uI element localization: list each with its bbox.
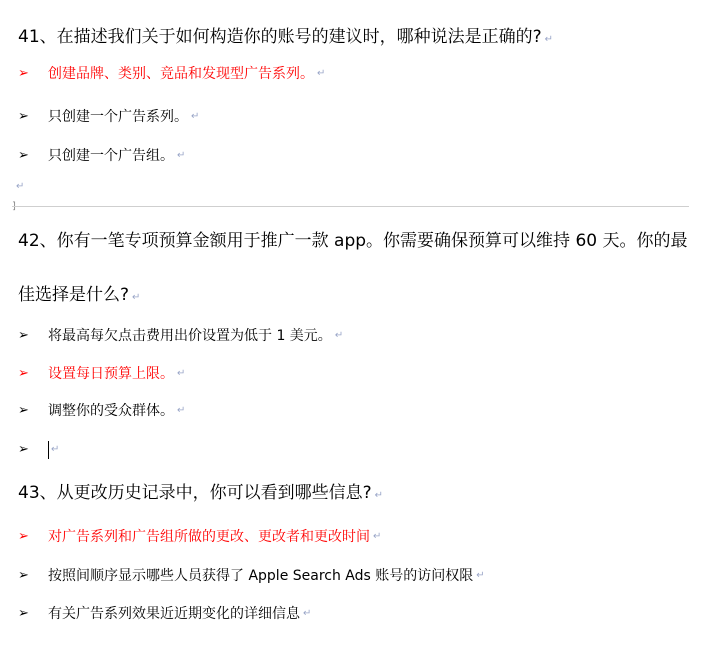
- arrow-bullet-icon: ➢: [18, 403, 29, 418]
- section-divider: [12, 206, 689, 207]
- paragraph-mark-icon: ↵: [374, 490, 384, 501]
- question-43-option-3: [18, 604, 311, 624]
- question-42-option-empty[interactable]: [18, 440, 59, 460]
- arrow-bullet-icon: ➢: [18, 442, 29, 457]
- arrow-bullet-icon: ➢: [18, 148, 29, 163]
- paragraph-mark-icon: ↵: [334, 330, 344, 341]
- paragraph-mark-icon: ↵: [303, 608, 312, 619]
- question-43-text: 43、从更改历史记录中，你可以看到哪些信息?: [18, 483, 372, 503]
- paragraph-mark-icon: ↵: [476, 570, 485, 581]
- question-42-text-line-1: 42、你有一笔专项预算金额用于推广一款 app。你需要确保预算可以维持 60 天。你的最: [18, 231, 688, 251]
- question-41-option-3: [18, 146, 185, 166]
- arrow-bullet-icon: ➢: [18, 366, 29, 381]
- paragraph-mark-icon: ↵: [132, 292, 141, 303]
- paragraph-mark-icon: ↵: [51, 444, 60, 455]
- option-text: 按照间顺序显示哪些人员获得了 Apple Search Ads 账号的访问权限: [48, 568, 474, 584]
- option-text: 将最高每欠点击费用出价设置为低于 1 美元。: [48, 328, 332, 344]
- paragraph-mark-icon: ↵: [317, 68, 326, 79]
- arrow-bullet-icon: ➢: [18, 568, 29, 583]
- section-break-icon: ]: [12, 201, 16, 212]
- question-42-title-line-1: [18, 230, 687, 252]
- question-42-option-3: [18, 401, 185, 421]
- option-text: 有关广告系列效果近近期变化的详细信息: [48, 606, 300, 622]
- arrow-bullet-icon: ➢: [18, 109, 29, 124]
- question-41-text: 41、在描述我们关于如何构造你的账号的建议时，哪种说法是正确的?: [18, 27, 542, 47]
- question-43-option-1: [18, 527, 381, 547]
- arrow-bullet-icon: ➢: [18, 606, 29, 621]
- arrow-bullet-icon: ➢: [18, 328, 29, 343]
- question-41-option-1: [18, 64, 325, 84]
- question-42-title-line-2: [18, 284, 140, 309]
- option-text: 只创建一个广告系列。: [48, 109, 188, 125]
- option-text: 调整你的受众群体。: [48, 403, 174, 419]
- paragraph-mark-icon: ↵: [544, 34, 554, 45]
- text-cursor: [48, 441, 49, 459]
- option-text: 设置每日预算上限。: [48, 366, 174, 382]
- option-text: 只创建一个广告组。: [48, 148, 174, 164]
- question-42-option-1: [18, 326, 343, 346]
- paragraph-mark-icon: ↵: [177, 368, 186, 379]
- paragraph-mark-icon: ↵: [191, 111, 200, 122]
- question-41-title: [18, 26, 553, 51]
- option-text: 对广告系列和广告组所做的更改、更改者和更改时间: [48, 529, 370, 545]
- arrow-bullet-icon: ➢: [18, 66, 29, 81]
- question-43-option-2: [18, 566, 485, 586]
- empty-paragraph-mark-icon: ↵: [16, 181, 25, 192]
- paragraph-mark-icon: ↵: [177, 405, 186, 416]
- question-43-title: [18, 482, 383, 507]
- question-42-option-2: [18, 364, 185, 384]
- question-41-option-2: [18, 107, 199, 127]
- question-42-text-line-2: 佳选择是什么?: [18, 285, 130, 305]
- paragraph-mark-icon: ↵: [177, 150, 186, 161]
- arrow-bullet-icon: ➢: [18, 529, 29, 544]
- option-text: 创建品牌、类别、竞品和发现型广告系列。: [48, 66, 314, 82]
- paragraph-mark-icon: ↵: [373, 531, 382, 542]
